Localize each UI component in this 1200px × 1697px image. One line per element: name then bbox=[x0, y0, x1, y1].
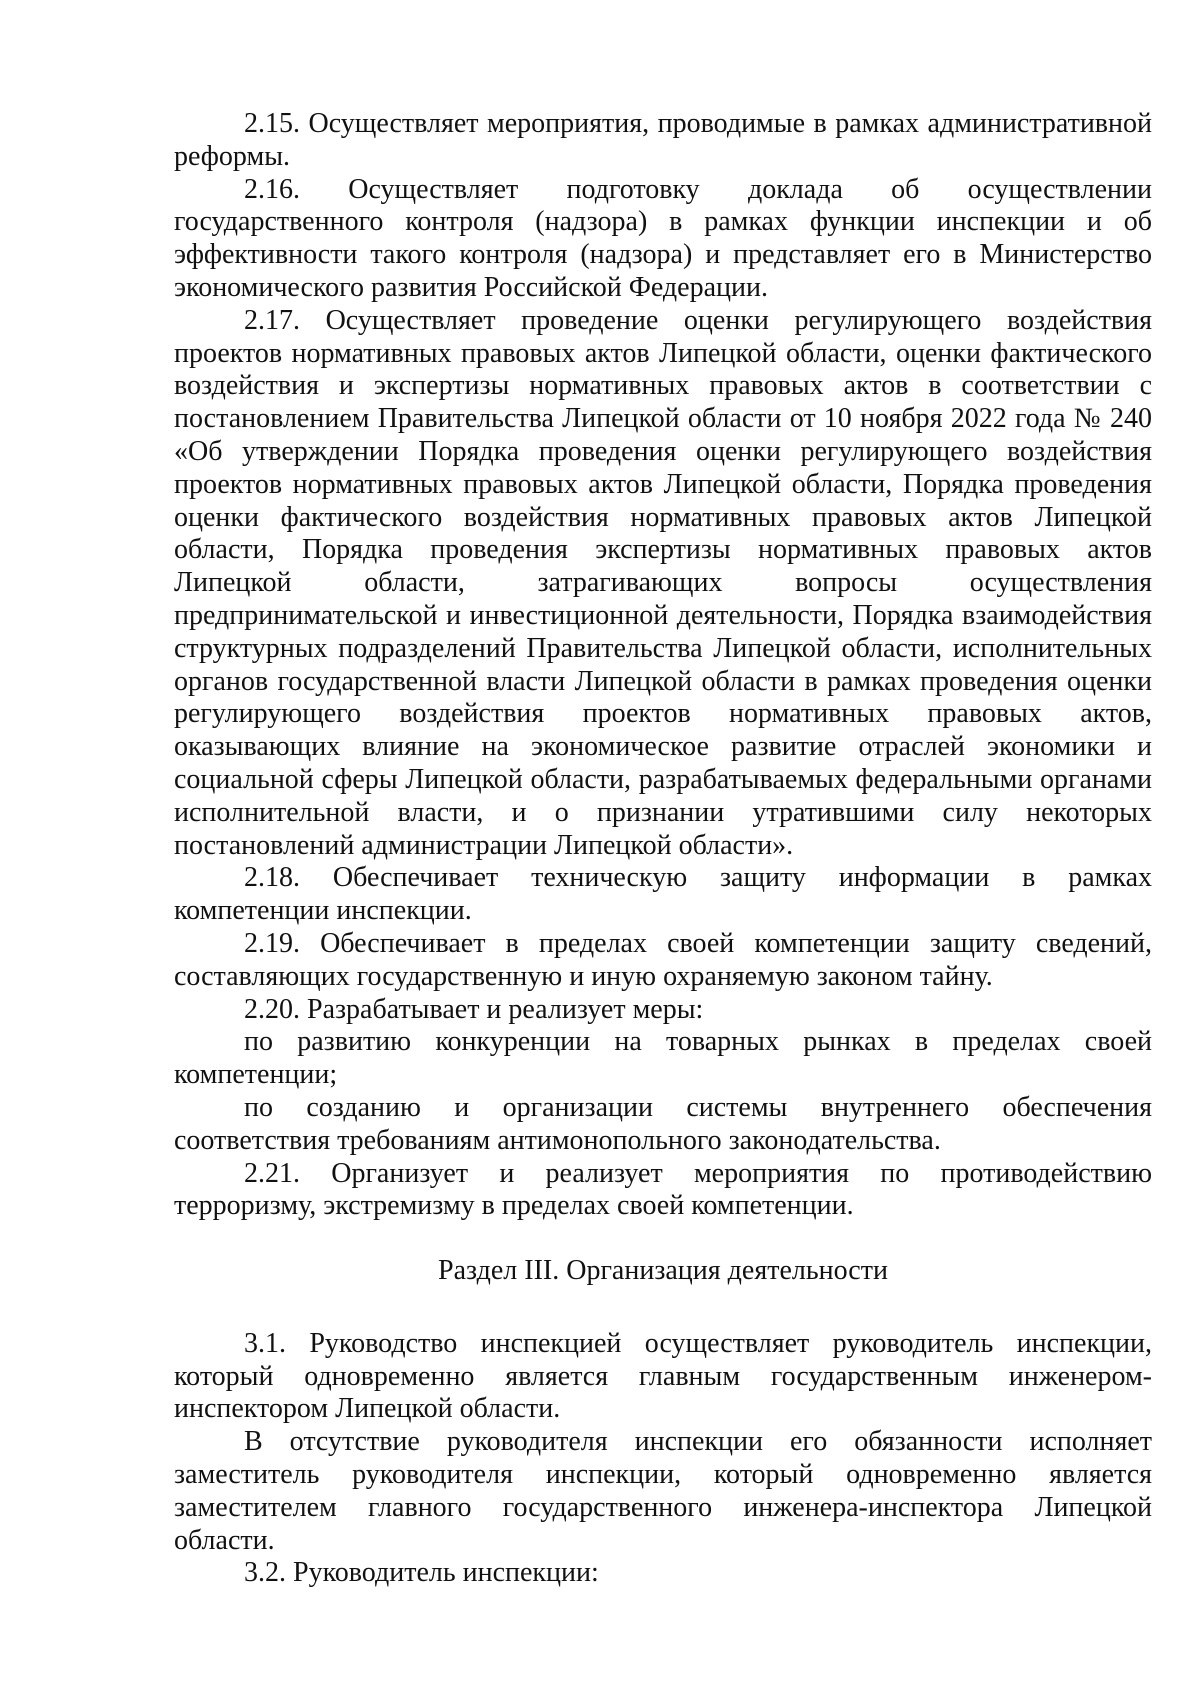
paragraph-2-20-item-1: по развитию конкуренции на товарных рынках в пределах своей компетенции; bbox=[174, 1026, 1152, 1091]
paragraph-2-17: 2.17. Осуществляет проведение оценки регулирующего воздействия проектов нормативных правовых актов Липецкой области, оценки фактического воздействия и экспертизы нормативных правовых актов в соответствии с постановлением Правительства Липецкой области от 10 ноября 2022 года № 240 «Об утверждении Порядка проведения оценки регулирующего воздействия проектов нормативных правовых актов Липецкой области, Порядка проведения оценки фактического воздействия нормативных правовых актов Липецкой области, Порядка проведения экспертизы нормативных правовых актов Липецкой области, затрагивающих вопросы осуществления предпринимательской и инвестиционной деятельности, Порядка взаимодействия структурных подразделений Правительства Липецкой области, исполнительных органов государственной власти Липецкой области в рамках проведения оценки регулирующего воздействия проектов нормативных правовых актов, оказывающих влияние на экономическое развитие отраслей экономики и социальной сферы Липецкой области, разрабатываемых федеральными органами исполнительной власти, и о признании утратившими силу некоторых постановлений администрации Липецкой области». bbox=[174, 304, 1152, 861]
paragraph-2-20: 2.20. Разрабатывает и реализует меры: bbox=[244, 993, 704, 1025]
paragraph-3-1: 3.1. Руководство инспекцией осуществляет руководитель инспекции, который одновременно является главным государственным инженером-инспектором Липецкой области. bbox=[174, 1327, 1152, 1425]
paragraph-2-18: 2.18. Обеспечивает техническую защиту информации в рамках компетенции инспекции. bbox=[174, 862, 1152, 927]
paragraph-2-21: 2.21. Организует и реализует мероприятия по противодействию терроризму, экстремизму в пределах своей компетенции. bbox=[174, 1157, 1152, 1222]
paragraph-2-16: 2.16. Осуществляет подготовку доклада об осуществлении государственного контроля (надзора) в рамках функции инспекции и об эффективности такого контроля (надзора) и представляет его в Министерство экономического развития Российской Федерации. bbox=[174, 173, 1152, 303]
paragraph-2-20-item-2: по созданию и организации системы внутреннего обеспечения соответствия требованиям антимонопольного законодательства. bbox=[174, 1091, 1152, 1156]
paragraph-2-19: 2.19. Обеспечивает в пределах своей компетенции защиту сведений, составляющих государственную и иную охраняемую законом тайну. bbox=[174, 927, 1152, 992]
paragraph-3-2: 3.2. Руководитель инспекции: bbox=[244, 1557, 599, 1589]
document-page bbox=[174, 108, 1152, 1590]
paragraph-3-1-deputy: В отсутствие руководителя инспекции его обязанности исполняет заместитель руководителя инспекции, который одновременно является заместителем главного государственного инженера-инспектора Липецкой области. bbox=[174, 1426, 1152, 1556]
section-heading: Раздел III. Организация деятельности bbox=[438, 1255, 888, 1287]
paragraph-2-15: 2.15. Осуществляет мероприятия, проводимые в рамках административной реформы. bbox=[174, 108, 1152, 172]
